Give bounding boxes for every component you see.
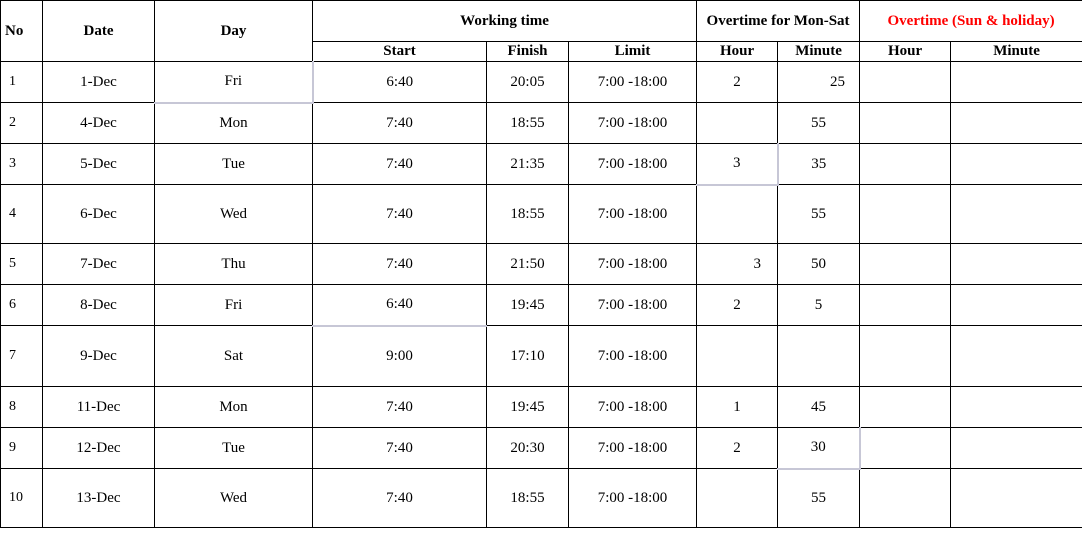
cell-limit[interactable]: 7:00 -18:00 bbox=[569, 244, 697, 285]
cell-sh-minute[interactable] bbox=[951, 469, 1082, 528]
cell-ot-minute[interactable]: 55 bbox=[778, 185, 860, 244]
cell-ot-minute[interactable]: 30 bbox=[778, 428, 860, 469]
header-finish[interactable]: Finish bbox=[487, 42, 569, 62]
cell-day[interactable]: Fri bbox=[155, 62, 313, 103]
cell-no[interactable]: 8 bbox=[1, 387, 43, 428]
cell-day[interactable]: Fri bbox=[155, 285, 313, 326]
cell-day[interactable]: Mon bbox=[155, 387, 313, 428]
cell-finish[interactable]: 20:05 bbox=[487, 62, 569, 103]
cell-sh-minute[interactable] bbox=[951, 185, 1082, 244]
cell-day[interactable]: Mon bbox=[155, 103, 313, 144]
cell-finish[interactable]: 18:55 bbox=[487, 469, 569, 528]
table-row bbox=[1, 103, 1082, 144]
cell-sh-minute[interactable] bbox=[951, 62, 1082, 103]
cell-date[interactable]: 4-Dec bbox=[43, 103, 155, 144]
cell-ot-hour[interactable]: 3 bbox=[697, 244, 778, 285]
table-row bbox=[1, 244, 1082, 285]
header-day[interactable]: Day bbox=[155, 1, 313, 62]
cell-limit[interactable]: 7:00 -18:00 bbox=[569, 62, 697, 103]
header-sh-hour[interactable]: Hour bbox=[860, 42, 951, 62]
cell-limit[interactable]: 7:00 -18:00 bbox=[569, 144, 697, 185]
cell-date[interactable]: 9-Dec bbox=[43, 326, 155, 387]
cell-limit[interactable]: 7:00 -18:00 bbox=[569, 285, 697, 326]
header-start[interactable]: Start bbox=[313, 42, 487, 62]
cell-limit[interactable]: 7:00 -18:00 bbox=[569, 469, 697, 528]
cell-sh-hour[interactable] bbox=[860, 285, 951, 326]
cell-ot-hour[interactable]: 2 bbox=[697, 285, 778, 326]
cell-finish[interactable]: 18:55 bbox=[487, 103, 569, 144]
cell-day[interactable]: Tue bbox=[155, 144, 313, 185]
header-ot-hour[interactable]: Hour bbox=[697, 42, 778, 62]
cell-limit[interactable]: 7:00 -18:00 bbox=[569, 326, 697, 387]
cell-sh-minute[interactable] bbox=[951, 103, 1082, 144]
cell-date[interactable]: 6-Dec bbox=[43, 185, 155, 244]
table-row bbox=[1, 387, 1082, 428]
table-row bbox=[1, 62, 1082, 103]
cell-sh-hour[interactable] bbox=[860, 387, 951, 428]
header-ot-minute[interactable]: Minute bbox=[778, 42, 860, 62]
cell-start[interactable]: 7:40 bbox=[313, 244, 487, 285]
table-row bbox=[1, 326, 1082, 387]
cell-sh-minute[interactable] bbox=[951, 144, 1082, 185]
cell-sh-minute[interactable] bbox=[951, 285, 1082, 326]
cell-finish[interactable]: 21:35 bbox=[487, 144, 569, 185]
header-overtime-sun-holiday[interactable]: Overtime (Sun & holiday) bbox=[860, 1, 1082, 42]
cell-start[interactable]: 6:40 bbox=[313, 62, 487, 103]
cell-day[interactable]: Sat bbox=[155, 326, 313, 387]
cell-day[interactable]: Wed bbox=[155, 469, 313, 528]
cell-sh-hour[interactable] bbox=[860, 428, 951, 469]
cell-finish[interactable]: 17:10 bbox=[487, 326, 569, 387]
cell-finish[interactable]: 19:45 bbox=[487, 387, 569, 428]
cell-start[interactable]: 7:40 bbox=[313, 144, 487, 185]
cell-start[interactable]: 9:00 bbox=[313, 326, 487, 387]
cell-date[interactable]: 11-Dec bbox=[43, 387, 155, 428]
table-row bbox=[1, 285, 1082, 326]
cell-date[interactable]: 1-Dec bbox=[43, 62, 155, 103]
cell-no[interactable]: 3 bbox=[1, 144, 43, 185]
cell-ot-hour[interactable]: 2 bbox=[697, 62, 778, 103]
cell-start[interactable]: 7:40 bbox=[313, 387, 487, 428]
cell-sh-hour[interactable] bbox=[860, 326, 951, 387]
cell-no[interactable]: 7 bbox=[1, 326, 43, 387]
cell-start[interactable]: 7:40 bbox=[313, 469, 487, 528]
cell-ot-hour[interactable] bbox=[697, 469, 778, 528]
header-date[interactable]: Date bbox=[43, 1, 155, 62]
table-row bbox=[1, 428, 1082, 469]
cell-sh-minute[interactable] bbox=[951, 428, 1082, 469]
cell-ot-hour[interactable]: 2 bbox=[697, 428, 778, 469]
cell-sh-minute[interactable] bbox=[951, 387, 1082, 428]
cell-start[interactable]: 7:40 bbox=[313, 185, 487, 244]
cell-finish[interactable]: 20:30 bbox=[487, 428, 569, 469]
cell-no[interactable]: 10 bbox=[1, 469, 43, 528]
cell-start[interactable]: 6:40 bbox=[313, 285, 487, 326]
cell-ot-hour[interactable]: 3 bbox=[697, 144, 778, 185]
cell-limit[interactable]: 7:00 -18:00 bbox=[569, 185, 697, 244]
cell-ot-minute[interactable]: 5 bbox=[778, 285, 860, 326]
header-working-time[interactable]: Working time bbox=[313, 1, 697, 42]
cell-sh-minute[interactable] bbox=[951, 326, 1082, 387]
cell-date[interactable]: 12-Dec bbox=[43, 428, 155, 469]
cell-no[interactable]: 1 bbox=[1, 62, 43, 103]
cell-ot-hour[interactable] bbox=[697, 103, 778, 144]
header-sh-minute[interactable]: Minute bbox=[951, 42, 1082, 62]
cell-ot-minute[interactable]: 55 bbox=[778, 469, 860, 528]
cell-ot-minute[interactable]: 25 bbox=[778, 62, 860, 103]
header-overtime-mon-sat[interactable]: Overtime for Mon-Sat bbox=[697, 1, 860, 42]
cell-sh-hour[interactable] bbox=[860, 244, 951, 285]
cell-ot-minute[interactable]: 55 bbox=[778, 103, 860, 144]
cell-date[interactable]: 7-Dec bbox=[43, 244, 155, 285]
cell-sh-hour[interactable] bbox=[860, 62, 951, 103]
cell-no[interactable]: 2 bbox=[1, 103, 43, 144]
cell-finish[interactable]: 21:50 bbox=[487, 244, 569, 285]
cell-sh-hour[interactable] bbox=[860, 185, 951, 244]
cell-day[interactable]: Wed bbox=[155, 185, 313, 244]
cell-date[interactable]: 13-Dec bbox=[43, 469, 155, 528]
cell-limit[interactable]: 7:00 -18:00 bbox=[569, 428, 697, 469]
cell-finish[interactable]: 18:55 bbox=[487, 185, 569, 244]
cell-finish[interactable]: 19:45 bbox=[487, 285, 569, 326]
cell-no[interactable]: 5 bbox=[1, 244, 43, 285]
cell-ot-minute[interactable]: 50 bbox=[778, 244, 860, 285]
cell-no[interactable]: 4 bbox=[1, 185, 43, 244]
table-row bbox=[1, 185, 1082, 244]
cell-limit[interactable]: 7:00 -18:00 bbox=[569, 103, 697, 144]
cell-limit[interactable]: 7:00 -18:00 bbox=[569, 387, 697, 428]
header-row-top bbox=[1, 1, 1082, 42]
cell-ot-minute[interactable] bbox=[778, 326, 860, 387]
cell-no[interactable]: 6 bbox=[1, 285, 43, 326]
cell-date[interactable]: 5-Dec bbox=[43, 144, 155, 185]
header-no[interactable]: No bbox=[1, 1, 43, 62]
header-limit[interactable]: Limit bbox=[569, 42, 697, 62]
table-row bbox=[1, 144, 1082, 185]
cell-sh-hour[interactable] bbox=[860, 469, 951, 528]
table-row bbox=[1, 469, 1082, 528]
cell-day[interactable]: Tue bbox=[155, 428, 313, 469]
cell-ot-hour[interactable] bbox=[697, 185, 778, 244]
cell-no[interactable]: 9 bbox=[1, 428, 43, 469]
cell-ot-minute[interactable]: 35 bbox=[778, 144, 860, 185]
cell-ot-hour[interactable] bbox=[697, 326, 778, 387]
cell-day[interactable]: Thu bbox=[155, 244, 313, 285]
cell-start[interactable]: 7:40 bbox=[313, 103, 487, 144]
cell-ot-hour[interactable]: 1 bbox=[697, 387, 778, 428]
cell-sh-hour[interactable] bbox=[860, 144, 951, 185]
cell-ot-minute[interactable]: 45 bbox=[778, 387, 860, 428]
cell-start[interactable]: 7:40 bbox=[313, 428, 487, 469]
cell-date[interactable]: 8-Dec bbox=[43, 285, 155, 326]
cell-sh-minute[interactable] bbox=[951, 244, 1082, 285]
cell-sh-hour[interactable] bbox=[860, 103, 951, 144]
